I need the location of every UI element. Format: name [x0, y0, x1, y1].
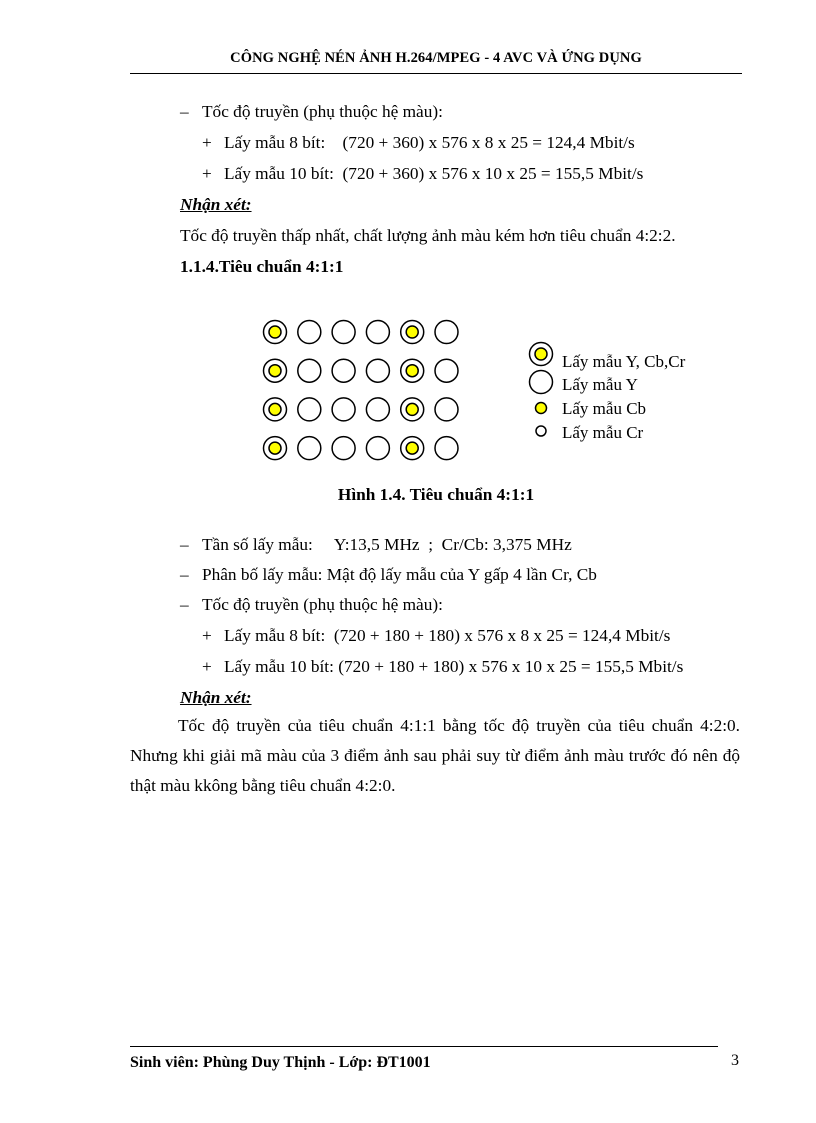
sample-y	[298, 398, 321, 421]
bullet-plus: +	[202, 626, 212, 645]
sampling-grid	[264, 321, 459, 460]
sample-y	[366, 321, 389, 344]
sample-ycbcr-inner	[406, 326, 418, 338]
remark-text-422: Tốc độ truyền thấp nhất, chất lượng ảnh màu kém hơn tiêu chuẩn 4:2:2.	[180, 226, 676, 245]
sample-cb	[536, 403, 547, 414]
sample-y	[435, 398, 458, 421]
bullet-dash: –	[180, 595, 189, 614]
page-number: 3	[731, 1052, 739, 1069]
rate-8bit-411	[202, 627, 670, 644]
sample-cr	[536, 426, 546, 436]
sample-ycbcr-inner	[406, 442, 418, 454]
header-title: CÔNG NGHỆ NÉN ẢNH H.264/MPEG - 4 AVC VÀ ỨNG DỤNG	[230, 50, 642, 66]
sample-y	[435, 437, 458, 460]
sample-ycbcr-inner	[269, 326, 281, 338]
footer-rule	[130, 1046, 718, 1047]
remark-paragraph-411: Tốc độ truyền của tiêu chuẩn 4:1:1 bằng tốc độ truyền của tiêu chuẩn 4:2:0. Nhưng khi giải mã màu của 3 điểm ảnh sau phải suy từ điểm ảnh màu trước đó nên độ thật màu kkông bằng tiêu chuẩn 4:2:0.	[130, 716, 740, 795]
legend-label-cr: Lấy mẫu Cr	[562, 423, 644, 442]
legend-label-cb: Lấy mẫu Cb	[562, 399, 647, 418]
sample-y	[298, 321, 321, 344]
bullet-plus: +	[202, 164, 212, 183]
rate-8bit-422-text: Lấy mẫu 8 bít: (720 + 360) x 576 x 8 x 25 = 124,4 Mbit/s	[224, 133, 635, 152]
sample-ycbcr-inner	[269, 365, 281, 377]
footer-student: Sinh viên: Phùng Duy Thịnh - Lớp: ĐT1001	[130, 1054, 431, 1071]
section-heading-411: 1.1.4.Tiêu chuẩn 4:1:1	[180, 257, 344, 276]
remark-heading-411: Nhận xét:	[180, 688, 252, 707]
rate-bullet-411	[180, 596, 443, 613]
sample-y	[298, 359, 321, 382]
sample-ycbcr-inner	[269, 403, 281, 415]
legend-icons	[530, 343, 553, 437]
rate-label-422: Tốc độ truyền (phụ thuộc hệ màu):	[202, 102, 443, 121]
sample-ycbcr-inner	[406, 403, 418, 415]
bullet-dash: –	[180, 565, 189, 584]
rate-label-411: Tốc độ truyền (phụ thuộc hệ màu):	[202, 595, 443, 614]
distribution-text: Phân bố lấy mẫu: Mật độ lấy mẫu của Y gấp 4 lần Cr, Cb	[202, 565, 597, 584]
distribution-bullet	[180, 566, 597, 583]
legend-label-y: Lấy mẫu Y	[562, 375, 638, 394]
sample-y	[332, 437, 355, 460]
rate-10bit-411-text: Lấy mẫu 10 bít: (720 + 180 + 180) x 576 x 10 x 25 = 155,5 Mbit/s	[224, 657, 684, 676]
sample-y	[435, 359, 458, 382]
sample-y	[332, 398, 355, 421]
remark-heading-422: Nhận xét:	[180, 195, 252, 214]
sample-y	[366, 437, 389, 460]
freq-text: Tần số lấy mẫu: Y:13,5 MHz ; Cr/Cb: 3,375 MHz	[202, 535, 572, 554]
sampling-figure	[0, 0, 816, 480]
legend-label-ycbcr: Lấy mẫu Y, Cb,Cr	[562, 352, 686, 371]
freq-bullet	[180, 536, 572, 553]
sample-y	[435, 321, 458, 344]
figure-caption: Hình 1.4. Tiêu chuẩn 4:1:1	[337, 485, 535, 504]
sample-y	[366, 359, 389, 382]
sample-y	[298, 437, 321, 460]
rate-8bit-411-text: Lấy mẫu 8 bít: (720 + 180 + 180) x 576 x 8 x 25 = 124,4 Mbit/s	[224, 626, 671, 645]
rate-10bit-422-text: Lấy mẫu 10 bít: (720 + 360) x 576 x 10 x 25 = 155,5 Mbit/s	[224, 164, 644, 183]
bullet-plus: +	[202, 657, 212, 676]
bullet-dash: –	[180, 102, 189, 121]
sample-ycbcr-inner	[535, 348, 547, 360]
bullet-plus: +	[202, 133, 212, 152]
sample-y	[332, 359, 355, 382]
sample-ycbcr-inner	[269, 442, 281, 454]
sample-y	[332, 321, 355, 344]
bullet-dash: –	[180, 535, 189, 554]
rate-10bit-411	[202, 658, 683, 675]
sample-y	[366, 398, 389, 421]
sample-y	[530, 371, 553, 394]
sample-ycbcr-inner	[406, 365, 418, 377]
